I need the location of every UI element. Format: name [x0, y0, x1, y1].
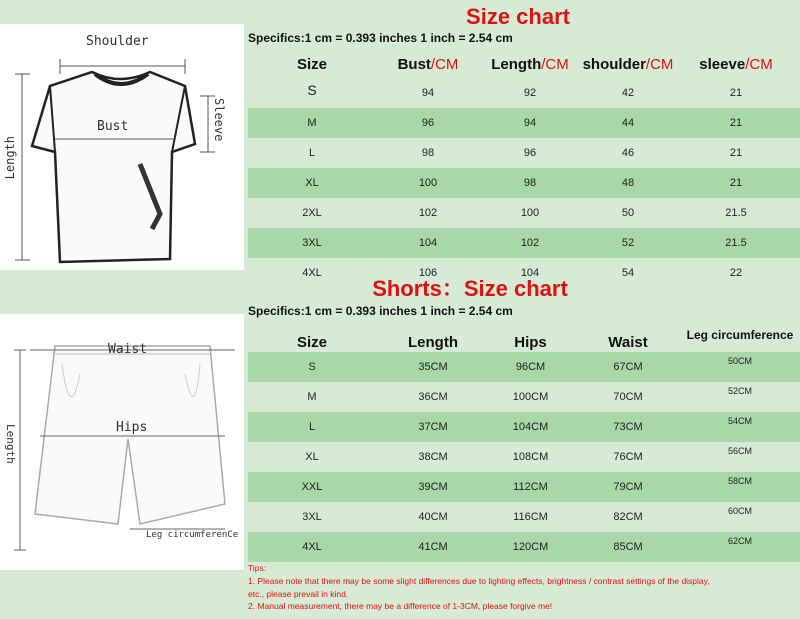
shirt-cell: 102	[520, 237, 540, 249]
shorts-specifics: Specifics:1 cm = 0.393 inches 1 inch = 2.54 cm	[248, 304, 513, 318]
shorts-cell: 85CM	[613, 541, 643, 553]
shorts-cell: 35CM	[418, 361, 448, 373]
shorts-chart-title: Shorts：Size chart	[372, 276, 568, 301]
shirt-cell: 94	[523, 117, 537, 129]
shorts-cell: 108CM	[512, 451, 549, 463]
shirt-header-size: Size	[296, 56, 327, 73]
tshirt-illustration	[0, 24, 244, 270]
shorts-cell: XXL	[301, 481, 323, 493]
shirt-cell: 50	[621, 207, 635, 219]
shirt-cell: 102	[418, 207, 438, 219]
shorts-header-hips: Hips	[514, 334, 547, 351]
shorts-cell: 112CM	[513, 481, 548, 493]
shirt-cell: 98	[421, 147, 435, 159]
shirt-cell: 21	[729, 117, 743, 129]
tshirt-diagram	[0, 24, 244, 270]
shorts-length-label: Length	[4, 424, 17, 464]
shirt-cell: 42	[621, 87, 635, 99]
shorts-cell: S	[308, 361, 316, 373]
shirt-cell: 44	[621, 117, 635, 129]
shorts-cell: 52CM	[727, 386, 752, 396]
shirt-cell: XL	[305, 177, 319, 189]
shirt-table-row	[248, 198, 800, 228]
shirt-cell: 96	[421, 117, 435, 129]
shorts-cell: 70CM	[613, 391, 643, 403]
shirt-cell: 100	[418, 177, 438, 189]
shorts-cell: L	[308, 421, 316, 433]
length-label: Length	[3, 136, 17, 180]
shirt-header-sleeve: sleeve/CM	[699, 56, 773, 73]
shorts-header-size: Size	[296, 334, 327, 351]
shirt-cell: 21	[729, 177, 743, 189]
shorts-header-length: Length	[408, 334, 458, 351]
tips-line-1: 1. Please note that there may be some slight differences due to lighting effects, brightness / contrast settings of the display,	[248, 576, 710, 586]
shorts-table-row	[248, 532, 800, 562]
sleeve-label: Sleeve	[212, 98, 226, 142]
shorts-cell: 40CM	[418, 511, 448, 523]
shorts-cell: 58CM	[727, 476, 752, 486]
shirt-cell: 98	[523, 177, 537, 189]
shirt-cell: 92	[523, 87, 537, 99]
shirt-table-row	[248, 228, 800, 258]
shorts-cell: 37CM	[418, 421, 448, 433]
shorts-cell: 4XL	[302, 541, 322, 553]
shirt-cell: 104	[418, 237, 438, 249]
shirt-chart-title: Size chart	[466, 4, 570, 29]
shorts-cell: 76CM	[613, 451, 643, 463]
shorts-cell: 67CM	[613, 361, 643, 373]
waist-label: Waist	[108, 342, 148, 357]
shorts-cell: 50CM	[727, 356, 752, 366]
shorts-cell: 79CM	[613, 481, 643, 493]
shorts-cell: 36CM	[418, 391, 448, 403]
shirt-cell: 21.5	[725, 237, 747, 249]
shirt-header-bust: Bust/CM	[397, 56, 459, 73]
shorts-cell: M	[307, 391, 317, 403]
shirt-cell: 52	[621, 237, 635, 249]
shorts-cell: 38CM	[418, 451, 448, 463]
tips-line-2: etc., please prevail in kind.	[248, 589, 349, 599]
shorts-cell: XL	[305, 451, 319, 463]
shorts-cell: 120CM	[512, 541, 549, 553]
shirt-table-row	[248, 168, 800, 198]
shirt-cell: 46	[621, 147, 635, 159]
leg-circumference-label: Leg circumferenCe	[146, 530, 239, 540]
shirt-specifics: Specifics:1 cm = 0.393 inches 1 inch = 2.54 cm	[248, 31, 513, 45]
shirt-cell: 22	[729, 267, 743, 279]
shirt-cell: 21	[729, 87, 743, 99]
shirt-cell: S	[307, 82, 317, 98]
shorts-cell: 41CM	[418, 541, 448, 553]
shirt-cell: 21	[729, 147, 743, 159]
shirt-cell: 96	[523, 147, 537, 159]
tips-heading: Tips:	[248, 563, 267, 573]
shirt-cell: L	[308, 147, 316, 159]
hips-label: Hips	[116, 420, 148, 435]
shirt-table-row	[248, 78, 800, 108]
shirt-cell: M	[307, 117, 317, 129]
shorts-cell: 62CM	[727, 536, 752, 546]
shorts-cell: 3XL	[302, 511, 322, 523]
shirt-table-row	[248, 138, 800, 168]
shorts-cell: 82CM	[613, 511, 643, 523]
shorts-cell: 100CM	[512, 391, 549, 403]
shirt-header-shoulder: shoulder/CM	[582, 56, 674, 73]
shirt-cell: 2XL	[302, 207, 322, 219]
shirt-cell: 100	[520, 207, 540, 219]
shirt-cell: 94	[421, 87, 435, 99]
shirt-header-length: Length/CM	[491, 56, 569, 73]
shorts-cell: 73CM	[613, 421, 643, 433]
shoulder-label: Shoulder	[86, 34, 149, 49]
shorts-cell: 54CM	[727, 416, 752, 426]
shorts-cell: 60CM	[727, 506, 752, 516]
shirt-cell: 21.5	[725, 207, 747, 219]
shorts-header-waist: Waist	[608, 334, 648, 351]
shirt-cell: 48	[621, 177, 635, 189]
shorts-cell: 116CM	[513, 511, 548, 523]
shorts-cell: 104CM	[512, 421, 549, 433]
shorts-cell: 96CM	[515, 361, 546, 373]
shirt-cell: 106	[418, 267, 438, 279]
shorts-cell: 39CM	[418, 481, 448, 493]
bust-label: Bust	[97, 119, 129, 134]
shorts-header-leg: Leg circumference	[686, 328, 794, 342]
shirt-cell: 3XL	[302, 237, 322, 249]
shirt-cell: 104	[520, 267, 540, 279]
tips-line-3: 2. Manual measurement, there may be a difference of 1-3CM, please forgive me!	[248, 601, 553, 611]
shorts-cell: 56CM	[727, 446, 752, 456]
shirt-table-row	[248, 108, 800, 138]
shirt-cell: 4XL	[302, 267, 322, 279]
shorts-diagram	[0, 314, 244, 570]
shirt-cell: 54	[621, 267, 635, 279]
